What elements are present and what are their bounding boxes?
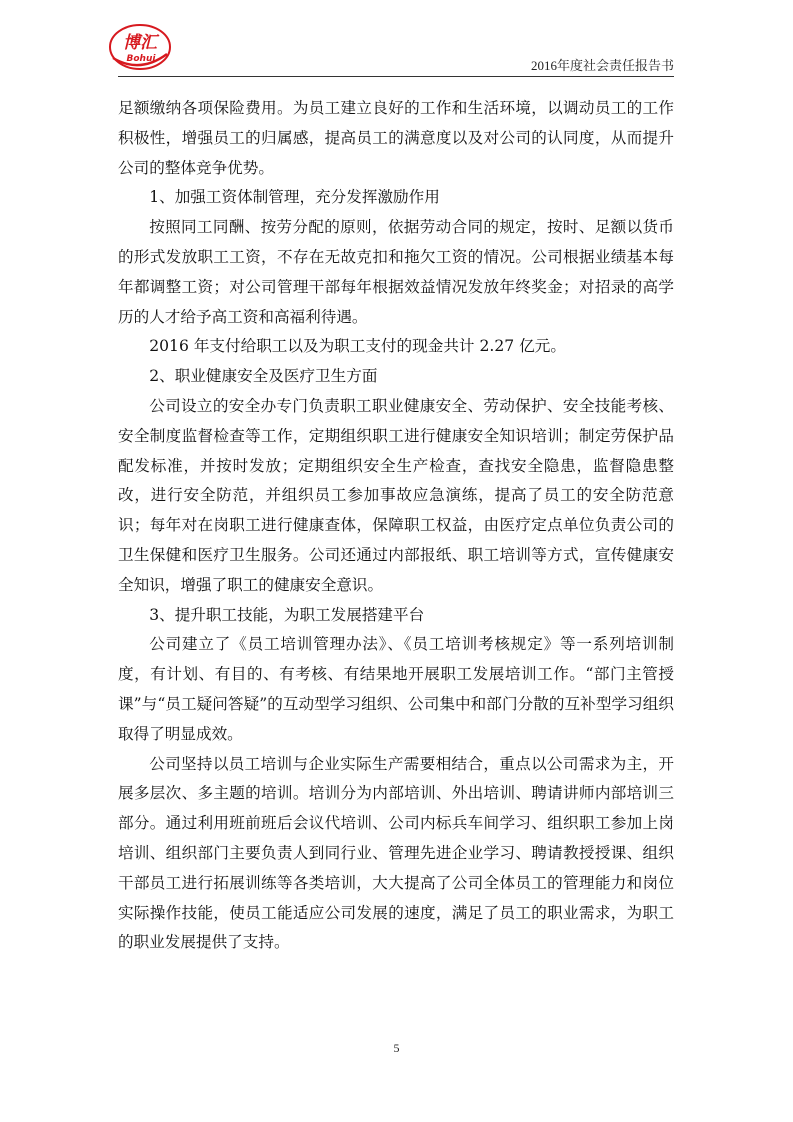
report-title: 2016年度社会责任报告书 — [530, 58, 674, 73]
logo-subtext: Bohui — [126, 54, 156, 64]
paragraph-cash-paid: 2016 年支付给职工以及为职工支付的现金共计 2.27 亿元。 — [149, 337, 566, 356]
header-divider — [118, 76, 674, 77]
paragraph-continuation: 足额缴纳各项保险费用。为员工建立良好的工作和生活环境，以调动员工的工作积极性，增强员工的归属感，提高员工的满意度以及对公司的认同度，从而提升公司的整体竞争优势。 — [118, 99, 674, 177]
paragraph-training-system: 公司建立了《员工培训管理办法》、《员工培训考核规定》等一系列培训制度，有计划、有目的、有考核、有结果地开展职工发展培训工作。“部门主管授课”与“员工疑问答疑”的互动型学习组织、公司集中和部门分散的互补型学习组织取得了明显成效。 — [118, 635, 674, 743]
company-logo — [107, 22, 173, 72]
section-heading-wages: 1、加强工资体制管理，充分发挥激励作用 — [149, 188, 440, 207]
paragraph-health-safety: 公司设立的安全办专门负责职工职业健康安全、劳动保护、安全技能考核、安全制度监督检查等工作，定期组织职工进行健康安全知识培训；制定劳保护品配发标准，并按时发放；定期组织安全生产检查，查找安全隐患，监督隐患整改，进行安全防范，并组织员工参加事故应急演练，提高了员工的安全防范意识；每年对在岗职工进行健康查体，保障职工权益，由医疗定点单位负责公司的卫生保健和医疗卫生服务。公司还通过内部报纸、职工培训等方式，宣传健康安全知识，增强了职工的健康安全意识。 — [118, 396, 674, 594]
paragraph-training-practice: 公司坚持以员工培训与企业实际生产需要相结合，重点以公司需求为主，开展多层次、多主题的培训。培训分为内部培训、外出培训、聘请讲师内部培训三部分。通过利用班前班后会议代培训、公司内标兵车间学习、组织职工参加上岗培训、组织部门主要负责人到同行业、管理先进企业学习、聘请教授授课、组织干部员工进行拓展训练等各类培训，大大提高了公司全体员工的管理能力和岗位实际操作技能，使员工能适应公司发展的速度，满足了员工的职业需求，为职工的职业发展提供了支持。 — [118, 754, 674, 952]
page-number: 5 — [393, 1041, 400, 1055]
section-heading-health-safety: 2、职业健康安全及医疗卫生方面 — [149, 367, 378, 386]
paragraph-wages: 按照同工同酬、按劳分配的原则，依据劳动合同的规定，按时、足额以货币的形式发放职工工资，不存在无故克扣和拖欠工资的情况。公司根据业绩基本每年都调整工资；对公司管理干部每年根据效益情况发放年终奖金；对招录的高学历的人才给予高工资和高福利待遇。 — [118, 218, 674, 326]
bohui-logo-icon — [107, 22, 173, 72]
logo-text: 博汇 — [123, 33, 157, 53]
body-content — [118, 94, 674, 958]
section-heading-skills: 3、提升职工技能，为职工发展搭建平台 — [149, 605, 425, 624]
